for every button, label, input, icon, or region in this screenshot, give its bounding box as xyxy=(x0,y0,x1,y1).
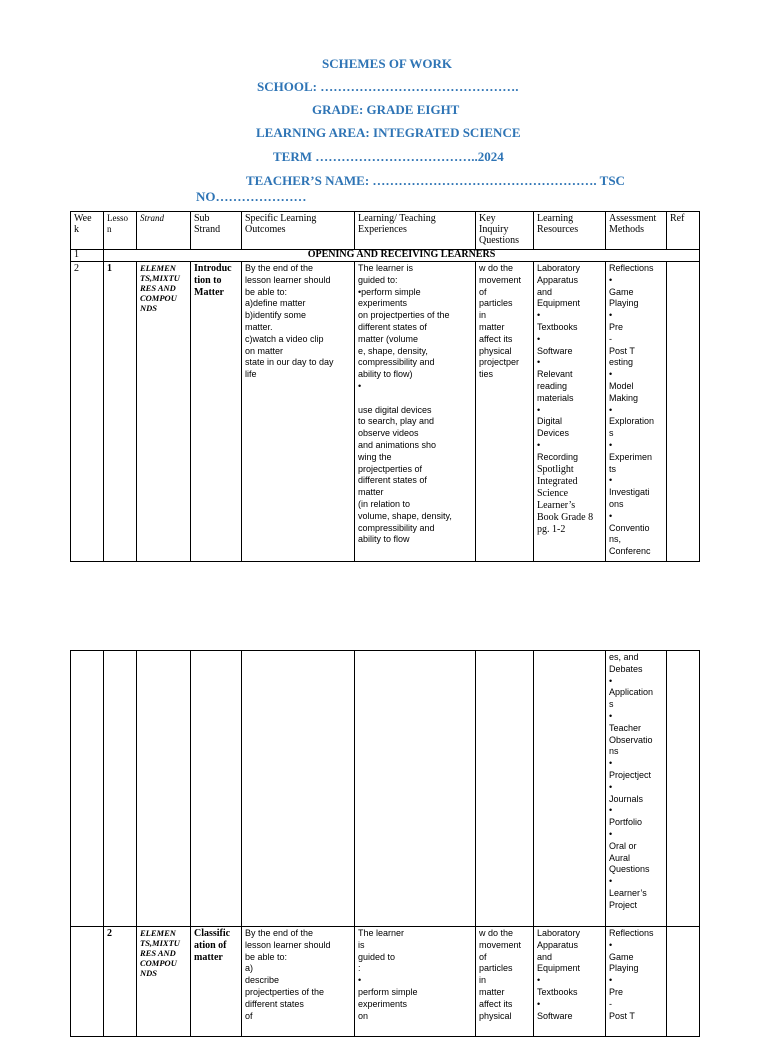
table-row-lesson2 xyxy=(71,927,700,1037)
row-resources xyxy=(534,262,606,562)
row-ref xyxy=(667,262,700,562)
row2-strand: ELEMEN TS,MIXTU RES AND COMPOU NDS xyxy=(137,927,191,1037)
header-lesson: Lesso n xyxy=(104,212,137,250)
header-experiences: Learning/ Teaching Experiences xyxy=(355,212,476,250)
term-line: TERM ………………………………..2024 xyxy=(273,149,504,164)
row-outcomes: By the end of the lesson learner should be able to: a)define matter b)identify some matter. c)watch a video clip on matter state in our day to day life xyxy=(242,262,355,562)
header-week: Wee k xyxy=(71,212,104,250)
header-assessment: Assessment Methods xyxy=(606,212,667,250)
learning-area-line: LEARNING AREA: INTEGRATED SCIENCE xyxy=(256,125,521,140)
row2-outcomes: By the end of the lesson learner should be able to: a) describe projectperties of the different states of xyxy=(242,927,355,1037)
row-sub-strand: Introduc tion to Matter xyxy=(191,262,242,562)
row-strand: ELEMEN TS,MIXTU RES AND COMPOU NDS xyxy=(137,262,191,562)
opening-text: OPENING AND RECEIVING LEARNERS xyxy=(104,250,700,262)
header-inquiry: Key Inquiry Questions xyxy=(476,212,534,250)
row-experiences: The learner is guided to: •perform simple experiments on projectperties of the different states of matter (volume e, shape, density, compressibility and ability to flow) • use digital devices to search, play and observe videos and animations sho wing the projectperties of different states of matter (in relation to volume, shape, density, compressibility and ability to flow xyxy=(355,262,476,562)
row-resources-book: Spotlight Integrated Science Learner’s Book Grade 8 pg. 1-2 xyxy=(537,463,594,535)
continued-assessment: es, and Debates • Application s • Teacher Observatio ns • Projectject • Journals • Portfolio • Oral or Aural Questions • Learner’s Project xyxy=(606,651,667,927)
scheme-table-part-1 xyxy=(70,211,700,562)
school-line: SCHOOL: ………………………………………. xyxy=(257,79,519,94)
tsc-number-line: NO………………… xyxy=(196,189,307,204)
header-resources: Learning Resources xyxy=(534,212,606,250)
row-assessment: Reflections • Game Playing • Pre - Post T esting • Model Making • Exploration s • Experimen ts • Investigati ons • Conventio ns, Conferenc xyxy=(606,262,667,562)
row2-sub-strand: Classific ation of matter xyxy=(191,927,242,1037)
table-row-opening xyxy=(71,250,700,262)
row2-lesson: 2 xyxy=(104,927,137,1037)
table-row-continued xyxy=(71,651,700,927)
row-week: 2 xyxy=(71,262,104,562)
table-row-week2-lesson1 xyxy=(71,262,700,562)
row2-assessment: Reflections • Game Playing • Pre - Post T xyxy=(606,927,667,1037)
row2-experiences: The learner is guided to : • perform simple experiments on xyxy=(355,927,476,1037)
header-outcomes: Specific Learning Outcomes xyxy=(242,212,355,250)
row-inquiry: w do the movement of particles in matter affect its physical projectper ties xyxy=(476,262,534,562)
scheme-table-part-2 xyxy=(70,650,700,1037)
table-header-row xyxy=(71,212,700,250)
header-strand: Strand xyxy=(137,212,191,250)
row2-inquiry: w do the movement of particles in matter affect its physical xyxy=(476,927,534,1037)
opening-week: 1 xyxy=(71,250,104,262)
row-lesson: 1 xyxy=(104,262,137,562)
header-sub-strand: Sub Strand xyxy=(191,212,242,250)
row2-resources: Laboratory Apparatus and Equipment • Textbooks • Software xyxy=(534,927,606,1037)
grade-line: GRADE: GRADE EIGHT xyxy=(312,102,460,117)
teacher-name-line: TEACHER’S NAME: ……………………………………………. TSC xyxy=(246,173,625,188)
row-resources-list: Laboratory Apparatus and Equipment • Textbooks • Software • Relevant reading materials • Digital Devices • Recording xyxy=(537,263,581,462)
header-ref: Ref xyxy=(667,212,700,250)
document-title: SCHEMES OF WORK xyxy=(322,56,453,71)
